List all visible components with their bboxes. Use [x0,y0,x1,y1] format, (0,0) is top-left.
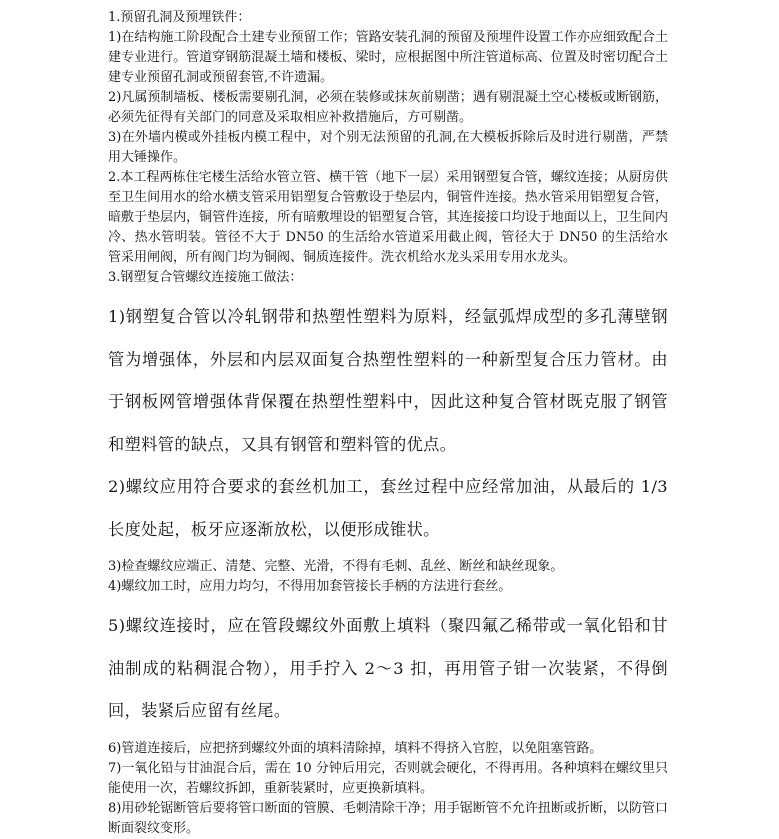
document-body [108,8,668,839]
section1-item-2: 2)凡属预制墙板、楼板需要剔孔洞，必须在装修或抹灰前剔凿；遇有剔混凝土空心楼板或断钢筋，必须先征得有关部门的同意及采取相应补救措施后，方可剔凿。 [108,90,668,125]
section1-item-1: 1)在结构施工阶段配合土建专业预留工作；管路安装孔洞的预留及预埋件设置工作亦应细致配合土建专业进行。管道穿钢筋混凝土墙和楼板、梁时，应根据图中所注管道标高、位置及时密切配合土建专业预留孔洞或预留套管,不许遗漏。 [108,30,668,85]
section3-item-7: 7)一氧化铅与甘油混合后，需在 10 分钟后用完，否则就会硬化，不得再用。各种填料在螺纹里只能使用一次，若螺纹拆卸，重新装紧时，应更换新填料。 [108,760,668,796]
section3-item-8: 8)用砂轮锯断管后要将管口断面的管膜、毛刺清除干净；用手锯断管不允许扭断或折断，以防管口断面裂纹变形。 [108,800,668,836]
section3-item-4: 4)螺纹加工时，应用力均匀，不得用加套管接长手柄的方法进行套丝。 [108,579,512,594]
section1-item-3: 3)在外墙内模或外挂板内模工程中，对个别无法预留的孔洞,在大模板拆除后及时进行剔凿，严禁用大锤操作。 [108,130,668,165]
section3-item-3: 3)检查螺纹应端正、清楚、完整、光滑，不得有毛刺、乱丝、断丝和缺丝现象。 [108,559,564,574]
section2-paragraph: 2.本工程两栋住宅楼生活给水管立管、横干管（地下一层）采用钢塑复合管，螺纹连接；从厨房供至卫生间用水的给水横支管采用铝塑复合管敷设于垫层内，铜管件连接。热水管采用铝塑复合管，暗敷于垫层内，铜管件连接，所有暗敷埋设的铝塑复合管，其连接接口均设于地面以上，卫生间内冷、热水管明装。管径不大于 DN50 的生活给水管道采用截止阀，管径大于 DN50 的生活给水管采用闸阀，所有阀门均为铜阀、铜质连接件。洗衣机给水龙头采用专用水龙头。 [108,170,668,265]
section3-item-5: 5)螺纹连接时，应在管段螺纹外面敷上填料（聚四氟乙稀带或一氧化铅和甘油制成的粘稠混合物），用手拧入 2～3 扣，再用管子钳一次装紧，不得倒回，装紧后应留有丝尾。 [108,616,668,720]
section3-item-6: 6)管道连接后，应把挤到螺纹外面的填料清除掉，填料不得挤入官腔，以免阻塞管路。 [108,740,603,756]
section1-heading: 1.预留孔洞及预埋铁件： [108,10,251,25]
section3-item-1: 1)钢塑复合管以冷轧钢带和热塑性塑料为原料，经氩弧焊成型的多孔薄壁钢管为增强体，外层和内层双面复合热塑性塑料的一种新型复合压力管材。由于钢板网管增强体背保覆在热塑性塑料中，因此这种复合管材既克服了钢管和塑料管的缺点，又具有钢管和塑料管的优点。 [108,307,668,454]
section3-heading: 3.钢塑复合管螺纹连接施工做法： [108,270,303,285]
section3-item-2: 2)螺纹应用符合要求的套丝机加工，套丝过程中应经常加油，从最后的 1/3 长度处起，板牙应逐渐放松，以便形成锥状。 [108,477,668,539]
